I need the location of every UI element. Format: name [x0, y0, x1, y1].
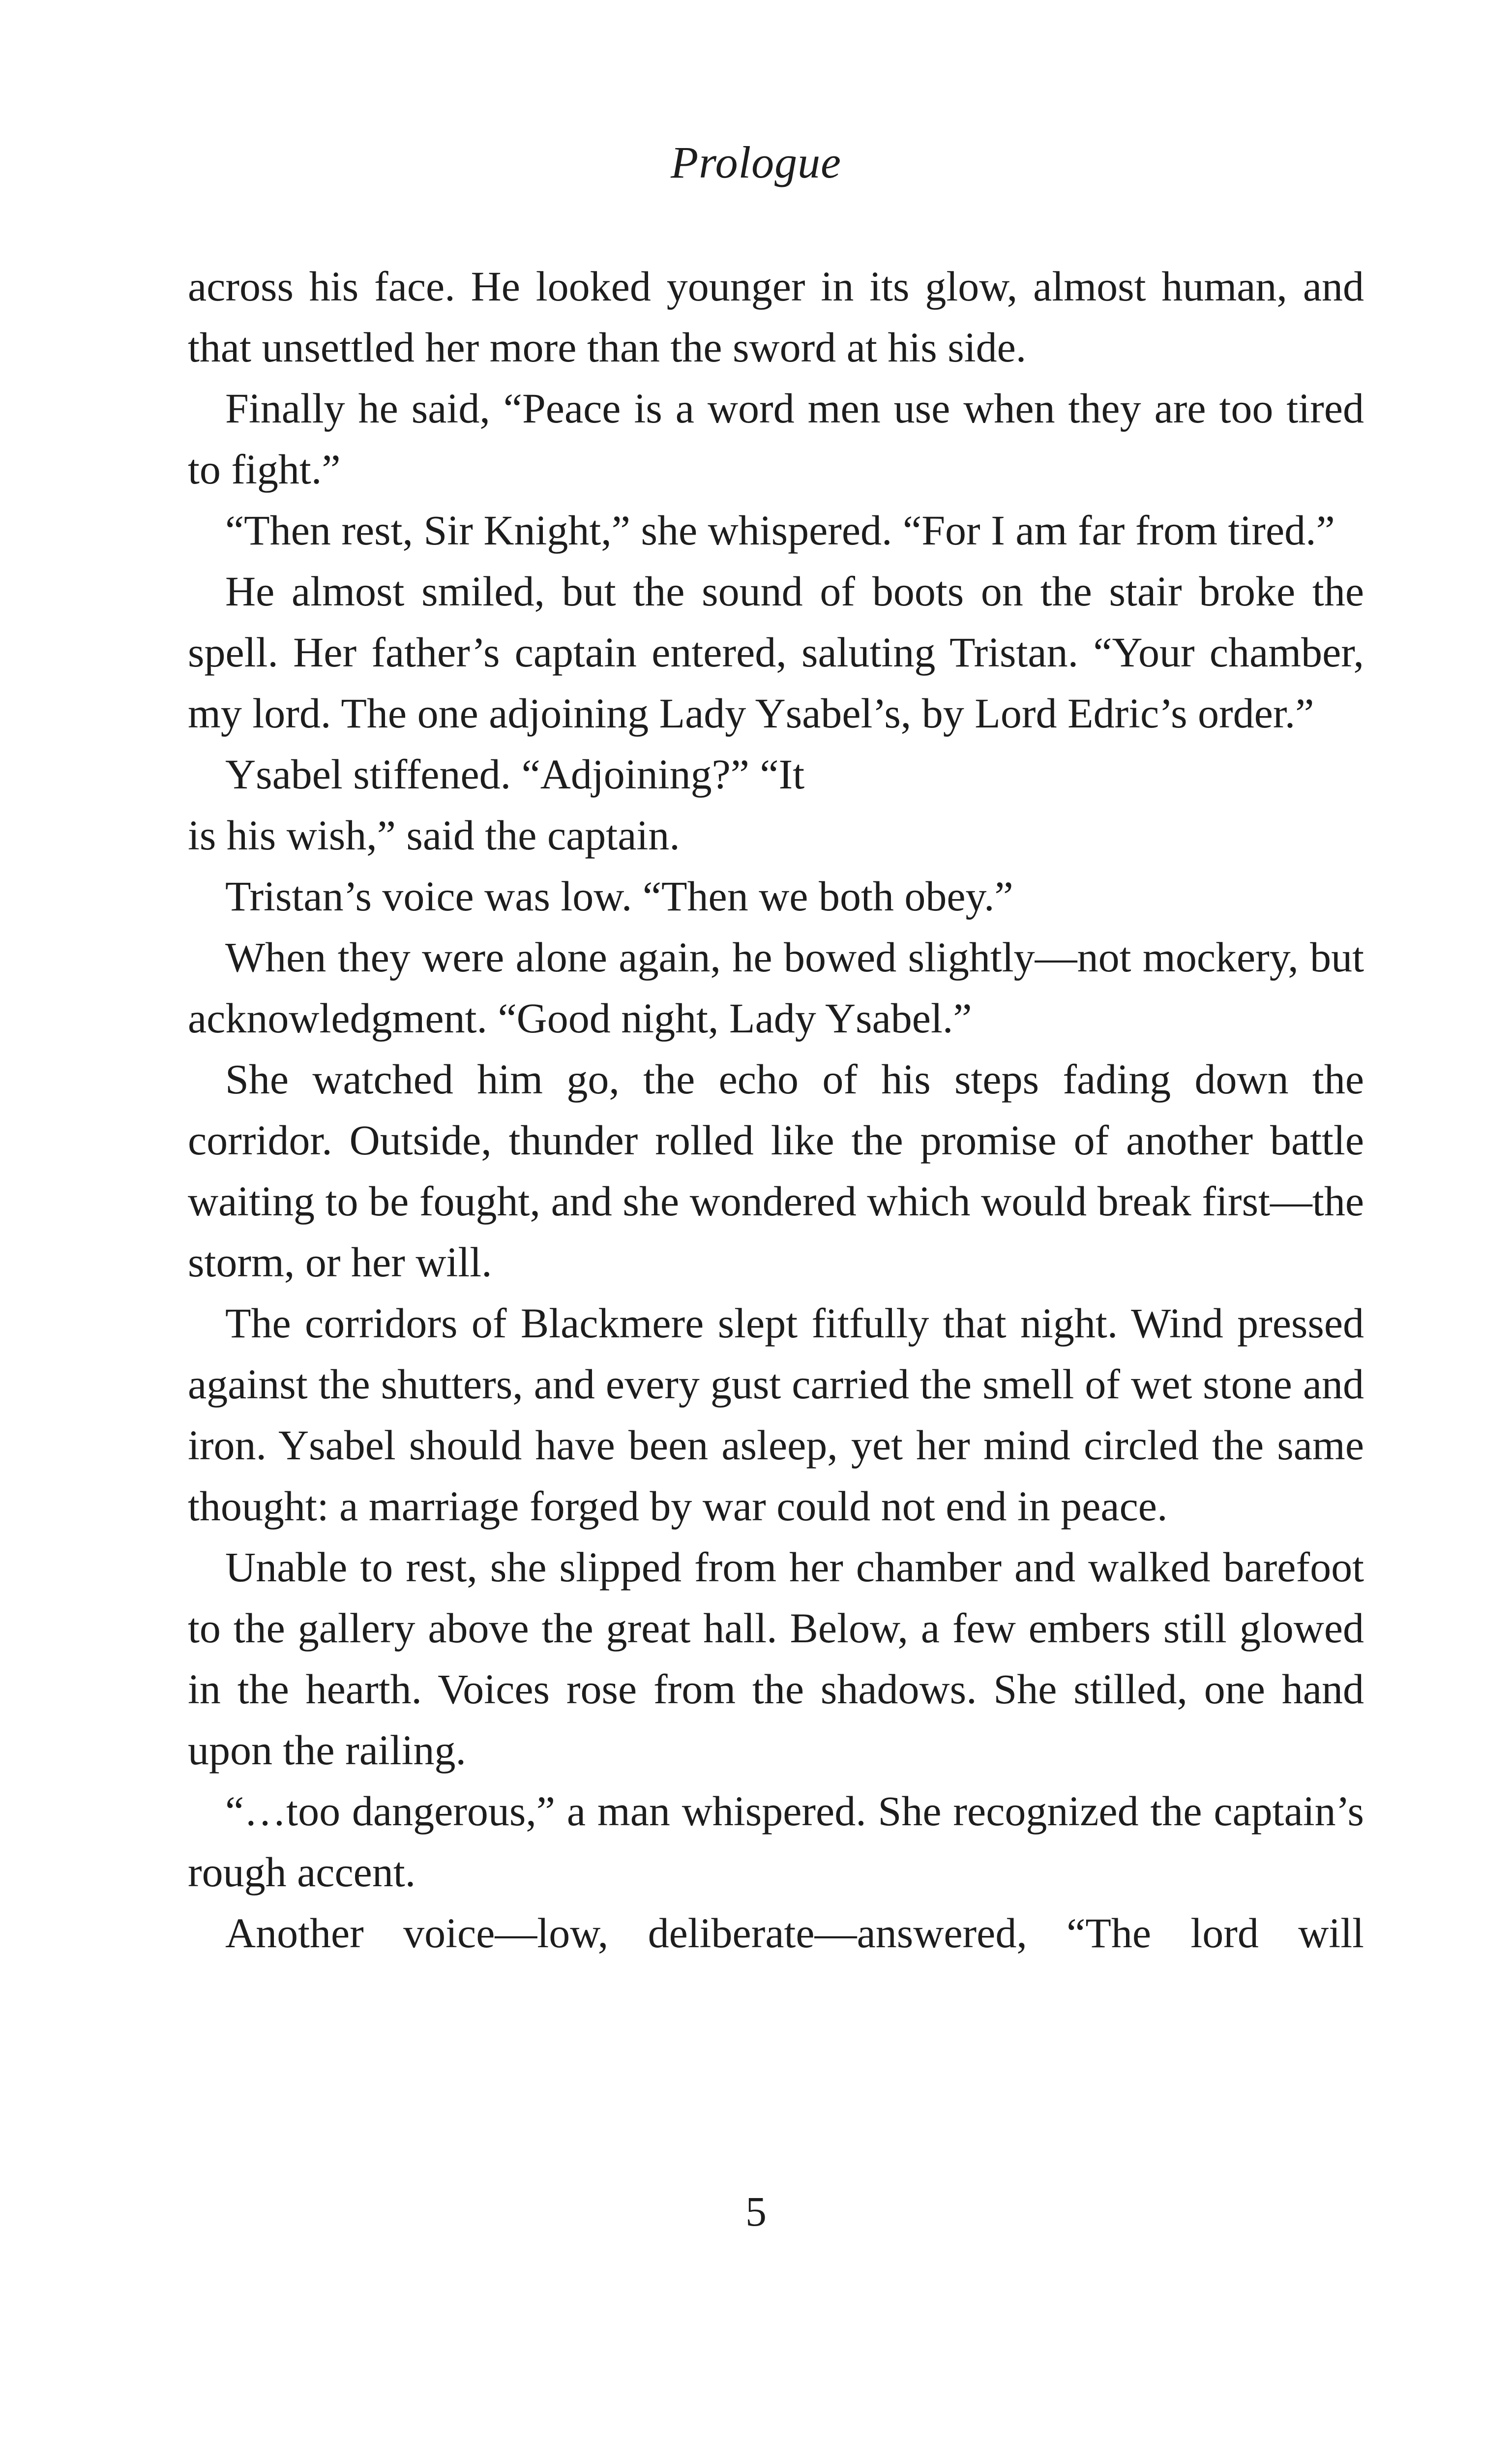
paragraph: She watched him go, the echo of his steps fading down the corridor. Outside, thunder rolled like the promise of another battle waiting to be fought, and she wondered which would break first—the storm, or her will.	[188, 1056, 1364, 1286]
paragraph: When they were alone again, he bowed slightly—not mockery, but acknowledgment. “Good night, Lady Ysabel.”	[188, 934, 1364, 1042]
paragraph: across his face. He looked younger in its glow, almost human, and that unsettled her more than the sword at his side.	[188, 263, 1364, 371]
paragraph: Tristan’s voice was low. “Then we both obey.”	[225, 873, 1013, 920]
paragraph: Ysabel stiffened. “Adjoining?” “It	[225, 751, 805, 798]
paragraph: Unable to rest, she slipped from her chamber and walked barefoot to the gallery above the great hall. Below, a few embers still glowed in the hearth. Voices rose from the shadows. She stilled, one hand upon the railing.	[188, 1543, 1364, 1774]
paragraph: is his wish,” said the captain.	[188, 812, 680, 859]
running-head: Prologue	[671, 137, 841, 187]
paragraph: “Then rest, Sir Knight,” she whispered. “For I am far from tired.”	[225, 507, 1335, 554]
paragraph: “…too dangerous,” a man whispered. She recognized the captain’s rough accent.	[188, 1787, 1364, 1896]
paragraph: He almost smiled, but the sound of boots on the stair broke the spell. Her father’s captain entered, saluting Tristan. “Your chamber, my lord. The one adjoining Lady Ysabel’s, by Lord Edric’s order.”	[188, 568, 1364, 737]
paragraph: The corridors of Blackmere slept fitfully that night. Wind pressed against the shutters, and every gust carried the smell of wet stone and iron. Ysabel should have been asleep, yet her mind circled the same thought: a marriage forged by war could not end in peace.	[188, 1299, 1364, 1530]
paragraph: Another voice—low, deliberate—answered, “The lord will	[225, 1909, 1364, 1957]
paragraph: Finally he said, “Peace is a word men use when they are too tired to fight.”	[188, 385, 1364, 493]
body-text	[188, 256, 1364, 1963]
page-number: 5	[745, 2188, 767, 2235]
